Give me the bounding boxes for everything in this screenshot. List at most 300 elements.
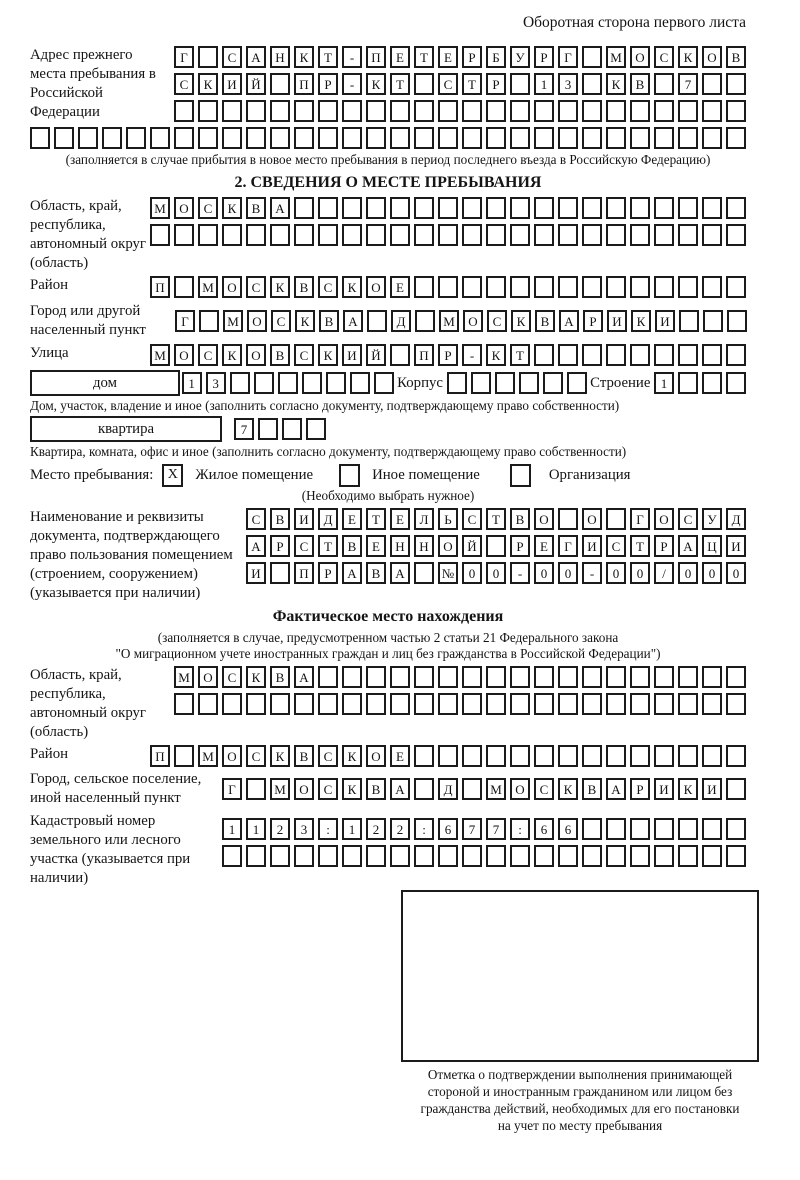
char-cell[interactable] <box>630 276 650 298</box>
char-cell[interactable]: Р <box>318 73 338 95</box>
char-cell[interactable]: К <box>222 197 242 219</box>
char-cell[interactable]: Й <box>462 535 482 557</box>
char-cell[interactable]: К <box>270 745 290 767</box>
char-cell[interactable]: Р <box>486 73 506 95</box>
char-cell[interactable] <box>702 344 722 366</box>
char-cell[interactable] <box>630 100 650 122</box>
char-cell[interactable]: М <box>198 745 218 767</box>
char-cell[interactable] <box>558 344 578 366</box>
char-cell[interactable]: А <box>294 666 314 688</box>
char-cell[interactable] <box>678 344 698 366</box>
char-cell[interactable]: С <box>271 310 291 332</box>
char-cell[interactable] <box>222 224 242 246</box>
char-cell[interactable]: К <box>678 778 698 800</box>
char-cell[interactable]: К <box>342 745 362 767</box>
char-cell[interactable] <box>678 845 698 867</box>
char-cell[interactable] <box>294 693 314 715</box>
char-cell[interactable]: И <box>726 535 746 557</box>
char-cell[interactable]: И <box>654 778 674 800</box>
char-cell[interactable] <box>462 778 482 800</box>
char-cell[interactable] <box>270 562 290 584</box>
char-cell[interactable] <box>702 224 722 246</box>
char-cell[interactable] <box>582 73 602 95</box>
char-cell[interactable] <box>306 418 326 440</box>
char-cell[interactable] <box>342 127 362 149</box>
char-cell[interactable] <box>726 845 746 867</box>
char-cell[interactable] <box>510 276 530 298</box>
char-cell[interactable] <box>654 100 674 122</box>
char-cell[interactable] <box>366 666 386 688</box>
char-cell[interactable] <box>246 693 266 715</box>
char-cell[interactable] <box>727 310 747 332</box>
char-cell[interactable] <box>510 197 530 219</box>
char-cell[interactable] <box>630 693 650 715</box>
char-cell[interactable]: Д <box>391 310 411 332</box>
char-cell[interactable] <box>222 693 242 715</box>
char-cell[interactable]: К <box>270 276 290 298</box>
char-cell[interactable]: : <box>318 818 338 840</box>
char-cell[interactable]: 1 <box>246 818 266 840</box>
char-cell[interactable]: О <box>222 745 242 767</box>
char-cell[interactable] <box>679 310 699 332</box>
char-cell[interactable] <box>558 693 578 715</box>
char-cell[interactable] <box>534 224 554 246</box>
char-cell[interactable] <box>606 344 626 366</box>
char-cell[interactable] <box>246 224 266 246</box>
char-cell[interactable] <box>390 344 410 366</box>
char-cell[interactable] <box>318 100 338 122</box>
char-cell[interactable]: О <box>247 310 267 332</box>
char-cell[interactable]: А <box>390 562 410 584</box>
char-cell[interactable]: П <box>150 745 170 767</box>
char-cell[interactable]: В <box>630 73 650 95</box>
char-cell[interactable] <box>582 197 602 219</box>
char-cell[interactable] <box>438 224 458 246</box>
char-cell[interactable]: П <box>366 46 386 68</box>
char-cell[interactable] <box>342 666 362 688</box>
char-cell[interactable]: 6 <box>534 818 554 840</box>
char-cell[interactable] <box>654 745 674 767</box>
char-cell[interactable] <box>567 372 587 394</box>
char-cell[interactable]: 0 <box>486 562 506 584</box>
char-cell[interactable]: 0 <box>534 562 554 584</box>
char-cell[interactable]: Р <box>270 535 290 557</box>
char-cell[interactable] <box>414 73 434 95</box>
char-cell[interactable]: Е <box>438 46 458 68</box>
char-cell[interactable] <box>702 845 722 867</box>
char-cell[interactable] <box>702 818 722 840</box>
char-cell[interactable] <box>558 276 578 298</box>
char-cell[interactable] <box>102 127 122 149</box>
char-cell[interactable] <box>630 127 650 149</box>
char-cell[interactable]: Е <box>366 535 386 557</box>
char-cell[interactable]: С <box>487 310 507 332</box>
char-cell[interactable] <box>630 745 650 767</box>
char-cell[interactable]: О <box>534 508 554 530</box>
char-cell[interactable] <box>582 818 602 840</box>
char-cell[interactable] <box>326 372 346 394</box>
char-cell[interactable]: 2 <box>270 818 290 840</box>
char-cell[interactable] <box>606 818 626 840</box>
char-cell[interactable] <box>270 100 290 122</box>
char-cell[interactable] <box>606 127 626 149</box>
char-cell[interactable]: Н <box>414 535 434 557</box>
char-cell[interactable] <box>726 778 746 800</box>
char-cell[interactable]: 1 <box>182 372 202 394</box>
char-cell[interactable] <box>198 100 218 122</box>
char-cell[interactable]: У <box>510 46 530 68</box>
char-cell[interactable] <box>150 127 170 149</box>
char-cell[interactable] <box>198 224 218 246</box>
char-cell[interactable] <box>222 845 242 867</box>
char-cell[interactable]: С <box>654 46 674 68</box>
char-cell[interactable] <box>390 845 410 867</box>
char-cell[interactable] <box>390 100 410 122</box>
char-cell[interactable]: С <box>438 73 458 95</box>
char-cell[interactable] <box>246 845 266 867</box>
char-cell[interactable]: К <box>486 344 506 366</box>
char-cell[interactable] <box>294 845 314 867</box>
char-cell[interactable]: А <box>246 535 266 557</box>
char-cell[interactable]: И <box>702 778 722 800</box>
char-cell[interactable]: Р <box>438 344 458 366</box>
char-cell[interactable]: М <box>439 310 459 332</box>
char-cell[interactable]: М <box>198 276 218 298</box>
char-cell[interactable] <box>702 73 722 95</box>
char-cell[interactable] <box>654 197 674 219</box>
char-cell[interactable] <box>414 276 434 298</box>
char-cell[interactable]: 3 <box>558 73 578 95</box>
char-cell[interactable] <box>486 127 506 149</box>
char-cell[interactable]: С <box>246 745 266 767</box>
char-cell[interactable]: С <box>246 276 266 298</box>
char-cell[interactable] <box>654 344 674 366</box>
char-cell[interactable]: С <box>678 508 698 530</box>
char-cell[interactable] <box>414 693 434 715</box>
char-cell[interactable] <box>654 666 674 688</box>
char-cell[interactable]: С <box>198 197 218 219</box>
char-cell[interactable]: Е <box>534 535 554 557</box>
char-cell[interactable] <box>367 310 387 332</box>
char-cell[interactable] <box>294 224 314 246</box>
char-cell[interactable] <box>510 845 530 867</box>
char-cell[interactable]: А <box>390 778 410 800</box>
char-cell[interactable] <box>510 693 530 715</box>
char-cell[interactable]: И <box>294 508 314 530</box>
char-cell[interactable]: К <box>631 310 651 332</box>
char-cell[interactable]: О <box>510 778 530 800</box>
char-cell[interactable]: А <box>606 778 626 800</box>
char-cell[interactable]: 0 <box>462 562 482 584</box>
char-cell[interactable] <box>702 197 722 219</box>
char-cell[interactable]: С <box>606 535 626 557</box>
char-cell[interactable] <box>558 224 578 246</box>
char-cell[interactable]: И <box>246 562 266 584</box>
char-cell[interactable] <box>702 127 722 149</box>
char-cell[interactable] <box>294 100 314 122</box>
char-cell[interactable] <box>342 845 362 867</box>
char-cell[interactable]: В <box>726 46 746 68</box>
char-cell[interactable] <box>726 745 746 767</box>
char-cell[interactable] <box>703 310 723 332</box>
char-cell[interactable]: В <box>342 535 362 557</box>
char-cell[interactable]: Р <box>510 535 530 557</box>
char-cell[interactable]: Г <box>558 535 578 557</box>
char-cell[interactable]: А <box>342 562 362 584</box>
char-cell[interactable]: П <box>150 276 170 298</box>
char-cell[interactable] <box>390 127 410 149</box>
char-cell[interactable] <box>438 197 458 219</box>
char-cell[interactable] <box>414 666 434 688</box>
char-cell[interactable]: В <box>294 276 314 298</box>
char-cell[interactable] <box>366 224 386 246</box>
char-cell[interactable] <box>534 197 554 219</box>
house-box[interactable]: дом <box>30 370 180 396</box>
char-cell[interactable] <box>486 845 506 867</box>
char-cell[interactable]: П <box>294 73 314 95</box>
char-cell[interactable] <box>246 100 266 122</box>
char-cell[interactable]: О <box>438 535 458 557</box>
char-cell[interactable] <box>678 666 698 688</box>
char-cell[interactable] <box>438 127 458 149</box>
char-cell[interactable] <box>486 535 506 557</box>
char-cell[interactable] <box>174 127 194 149</box>
char-cell[interactable] <box>630 224 650 246</box>
char-cell[interactable] <box>678 693 698 715</box>
char-cell[interactable]: С <box>222 46 242 68</box>
char-cell[interactable]: О <box>582 508 602 530</box>
char-cell[interactable]: П <box>294 562 314 584</box>
char-cell[interactable] <box>702 745 722 767</box>
char-cell[interactable]: Р <box>654 535 674 557</box>
char-cell[interactable]: Т <box>390 73 410 95</box>
char-cell[interactable]: К <box>558 778 578 800</box>
char-cell[interactable]: № <box>438 562 458 584</box>
char-cell[interactable]: В <box>535 310 555 332</box>
char-cell[interactable]: 0 <box>726 562 746 584</box>
char-cell[interactable] <box>30 127 50 149</box>
char-cell[interactable]: Д <box>726 508 746 530</box>
char-cell[interactable]: - <box>342 46 362 68</box>
char-cell[interactable] <box>302 372 322 394</box>
char-cell[interactable]: Г <box>174 46 194 68</box>
char-cell[interactable]: К <box>318 344 338 366</box>
char-cell[interactable]: Г <box>630 508 650 530</box>
char-cell[interactable] <box>534 745 554 767</box>
char-cell[interactable]: П <box>414 344 434 366</box>
char-cell[interactable] <box>174 693 194 715</box>
char-cell[interactable] <box>462 845 482 867</box>
char-cell[interactable] <box>471 372 491 394</box>
char-cell[interactable] <box>678 224 698 246</box>
char-cell[interactable] <box>414 197 434 219</box>
char-cell[interactable] <box>726 818 746 840</box>
char-cell[interactable] <box>438 276 458 298</box>
char-cell[interactable] <box>462 276 482 298</box>
char-cell[interactable] <box>318 197 338 219</box>
char-cell[interactable]: В <box>319 310 339 332</box>
char-cell[interactable]: К <box>342 778 362 800</box>
char-cell[interactable]: И <box>222 73 242 95</box>
char-cell[interactable]: С <box>294 535 314 557</box>
char-cell[interactable]: К <box>678 46 698 68</box>
char-cell[interactable]: Р <box>462 46 482 68</box>
char-cell[interactable]: С <box>462 508 482 530</box>
char-cell[interactable]: О <box>198 666 218 688</box>
char-cell[interactable] <box>342 224 362 246</box>
char-cell[interactable]: Т <box>366 508 386 530</box>
char-cell[interactable]: 2 <box>390 818 410 840</box>
char-cell[interactable]: Р <box>583 310 603 332</box>
char-cell[interactable]: С <box>246 508 266 530</box>
char-cell[interactable] <box>414 778 434 800</box>
char-cell[interactable]: В <box>270 344 290 366</box>
char-cell[interactable] <box>558 745 578 767</box>
char-cell[interactable] <box>630 845 650 867</box>
char-cell[interactable]: М <box>150 344 170 366</box>
char-cell[interactable] <box>582 127 602 149</box>
char-cell[interactable] <box>270 73 290 95</box>
char-cell[interactable]: Р <box>630 778 650 800</box>
char-cell[interactable] <box>270 693 290 715</box>
char-cell[interactable] <box>486 666 506 688</box>
char-cell[interactable]: М <box>606 46 626 68</box>
char-cell[interactable] <box>678 372 698 394</box>
char-cell[interactable]: 7 <box>486 818 506 840</box>
checkbox-organization[interactable] <box>510 464 531 487</box>
char-cell[interactable]: С <box>318 745 338 767</box>
char-cell[interactable]: Т <box>414 46 434 68</box>
char-cell[interactable]: В <box>366 778 386 800</box>
char-cell[interactable] <box>438 845 458 867</box>
char-cell[interactable]: 0 <box>606 562 626 584</box>
char-cell[interactable] <box>702 666 722 688</box>
char-cell[interactable] <box>510 100 530 122</box>
char-cell[interactable]: - <box>582 562 602 584</box>
char-cell[interactable] <box>726 197 746 219</box>
char-cell[interactable] <box>726 73 746 95</box>
char-cell[interactable] <box>278 372 298 394</box>
char-cell[interactable]: Ц <box>702 535 722 557</box>
char-cell[interactable] <box>486 100 506 122</box>
char-cell[interactable] <box>126 127 146 149</box>
char-cell[interactable] <box>726 372 746 394</box>
char-cell[interactable]: О <box>222 276 242 298</box>
char-cell[interactable] <box>654 845 674 867</box>
char-cell[interactable]: Т <box>630 535 650 557</box>
char-cell[interactable] <box>174 745 194 767</box>
char-cell[interactable] <box>222 100 242 122</box>
char-cell[interactable]: Е <box>390 508 410 530</box>
char-cell[interactable]: И <box>607 310 627 332</box>
char-cell[interactable]: О <box>702 46 722 68</box>
char-cell[interactable]: О <box>294 778 314 800</box>
char-cell[interactable] <box>318 845 338 867</box>
char-cell[interactable]: С <box>318 276 338 298</box>
char-cell[interactable]: С <box>174 73 194 95</box>
char-cell[interactable]: А <box>246 46 266 68</box>
char-cell[interactable]: Т <box>318 535 338 557</box>
char-cell[interactable]: - <box>510 562 530 584</box>
char-cell[interactable] <box>558 845 578 867</box>
char-cell[interactable]: К <box>246 666 266 688</box>
char-cell[interactable] <box>534 666 554 688</box>
char-cell[interactable]: 3 <box>294 818 314 840</box>
char-cell[interactable] <box>462 224 482 246</box>
char-cell[interactable]: А <box>270 197 290 219</box>
char-cell[interactable] <box>630 197 650 219</box>
char-cell[interactable] <box>486 693 506 715</box>
char-cell[interactable] <box>350 372 370 394</box>
char-cell[interactable] <box>726 224 746 246</box>
char-cell[interactable]: 3 <box>206 372 226 394</box>
char-cell[interactable]: О <box>630 46 650 68</box>
char-cell[interactable] <box>606 276 626 298</box>
char-cell[interactable]: 6 <box>558 818 578 840</box>
char-cell[interactable] <box>486 224 506 246</box>
char-cell[interactable]: Т <box>318 46 338 68</box>
char-cell[interactable] <box>519 372 539 394</box>
char-cell[interactable]: Д <box>438 778 458 800</box>
char-cell[interactable]: 7 <box>462 818 482 840</box>
char-cell[interactable] <box>678 276 698 298</box>
char-cell[interactable]: К <box>366 73 386 95</box>
char-cell[interactable] <box>366 845 386 867</box>
char-cell[interactable] <box>654 73 674 95</box>
char-cell[interactable]: - <box>462 344 482 366</box>
char-cell[interactable] <box>318 666 338 688</box>
char-cell[interactable] <box>654 693 674 715</box>
char-cell[interactable] <box>486 745 506 767</box>
char-cell[interactable] <box>582 100 602 122</box>
char-cell[interactable] <box>726 276 746 298</box>
char-cell[interactable] <box>678 197 698 219</box>
char-cell[interactable]: М <box>486 778 506 800</box>
char-cell[interactable] <box>414 562 434 584</box>
char-cell[interactable]: / <box>654 562 674 584</box>
char-cell[interactable] <box>558 197 578 219</box>
char-cell[interactable] <box>390 197 410 219</box>
char-cell[interactable]: В <box>582 778 602 800</box>
char-cell[interactable]: В <box>270 666 290 688</box>
char-cell[interactable]: У <box>702 508 722 530</box>
char-cell[interactable] <box>366 127 386 149</box>
char-cell[interactable] <box>414 745 434 767</box>
char-cell[interactable] <box>222 127 242 149</box>
char-cell[interactable]: В <box>366 562 386 584</box>
char-cell[interactable] <box>150 224 170 246</box>
char-cell[interactable]: Г <box>175 310 195 332</box>
char-cell[interactable] <box>318 224 338 246</box>
char-cell[interactable] <box>582 224 602 246</box>
char-cell[interactable] <box>342 693 362 715</box>
char-cell[interactable]: О <box>174 197 194 219</box>
char-cell[interactable] <box>390 224 410 246</box>
char-cell[interactable] <box>534 845 554 867</box>
char-cell[interactable] <box>510 666 530 688</box>
char-cell[interactable]: Т <box>510 344 530 366</box>
char-cell[interactable]: Ь <box>438 508 458 530</box>
char-cell[interactable] <box>654 276 674 298</box>
char-cell[interactable] <box>462 745 482 767</box>
char-cell[interactable] <box>534 693 554 715</box>
char-cell[interactable] <box>318 693 338 715</box>
char-cell[interactable] <box>462 127 482 149</box>
char-cell[interactable]: - <box>342 73 362 95</box>
char-cell[interactable] <box>582 745 602 767</box>
char-cell[interactable]: В <box>510 508 530 530</box>
char-cell[interactable] <box>294 197 314 219</box>
